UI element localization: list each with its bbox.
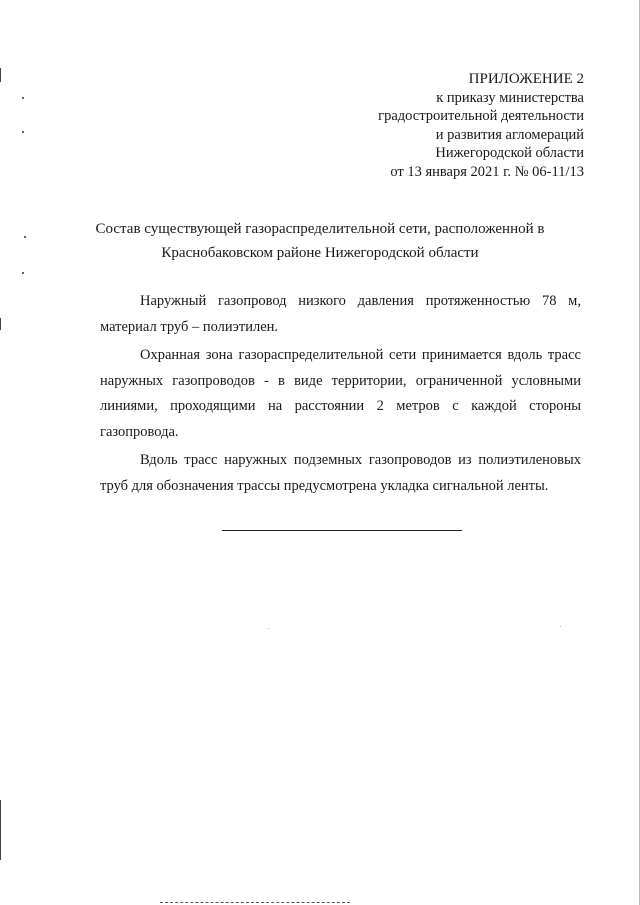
scan-dot (22, 131, 24, 133)
closing-divider (222, 530, 462, 531)
order-line: Нижегородской области (435, 145, 584, 161)
title-line: Краснобаковском районе Нижегородской области (161, 245, 479, 261)
order-line: градостроительной деятельности (378, 108, 584, 124)
title-line: Состав существующей газораспределительной сети, расположенной в (95, 221, 545, 237)
body-paragraph: Вдоль трасс наружных подземных газопроводов из полиэтиленовых труб для обозначения трассы предусмотрена укладка сигнальной ленты. (100, 452, 581, 494)
scan-dot (22, 97, 24, 99)
scan-dot (268, 628, 269, 629)
scan-dot (22, 272, 24, 274)
order-line: к приказу министерства (436, 89, 584, 106)
body-paragraph: Охранная зона газораспределительной сети принимается вдоль трасс наружных газопроводов - в виде территории, ограниченной условными линиями, проходящими на расстоянии 2 метров с каждой стороны газопровода. (100, 347, 581, 440)
scan-edge-line (0, 318, 1, 330)
order-line: и развития агломераций (435, 126, 584, 143)
document-body (100, 289, 581, 499)
body-paragraph: Наружный газопровод низкого давления протяженностью 78 м, материал труб – полиэтилен. (100, 293, 581, 335)
appendix-header (378, 70, 584, 181)
scan-edge-line (0, 68, 1, 82)
order-date-number: от 13 января 2021 г. № 06-11/13 (390, 163, 584, 180)
scan-edge-line (0, 800, 1, 860)
bottom-rule (160, 902, 350, 903)
document-title (60, 217, 580, 265)
scan-dot (560, 626, 561, 627)
appendix-number: ПРИЛОЖЕНИЕ 2 (468, 71, 584, 87)
scan-dot (24, 236, 26, 238)
